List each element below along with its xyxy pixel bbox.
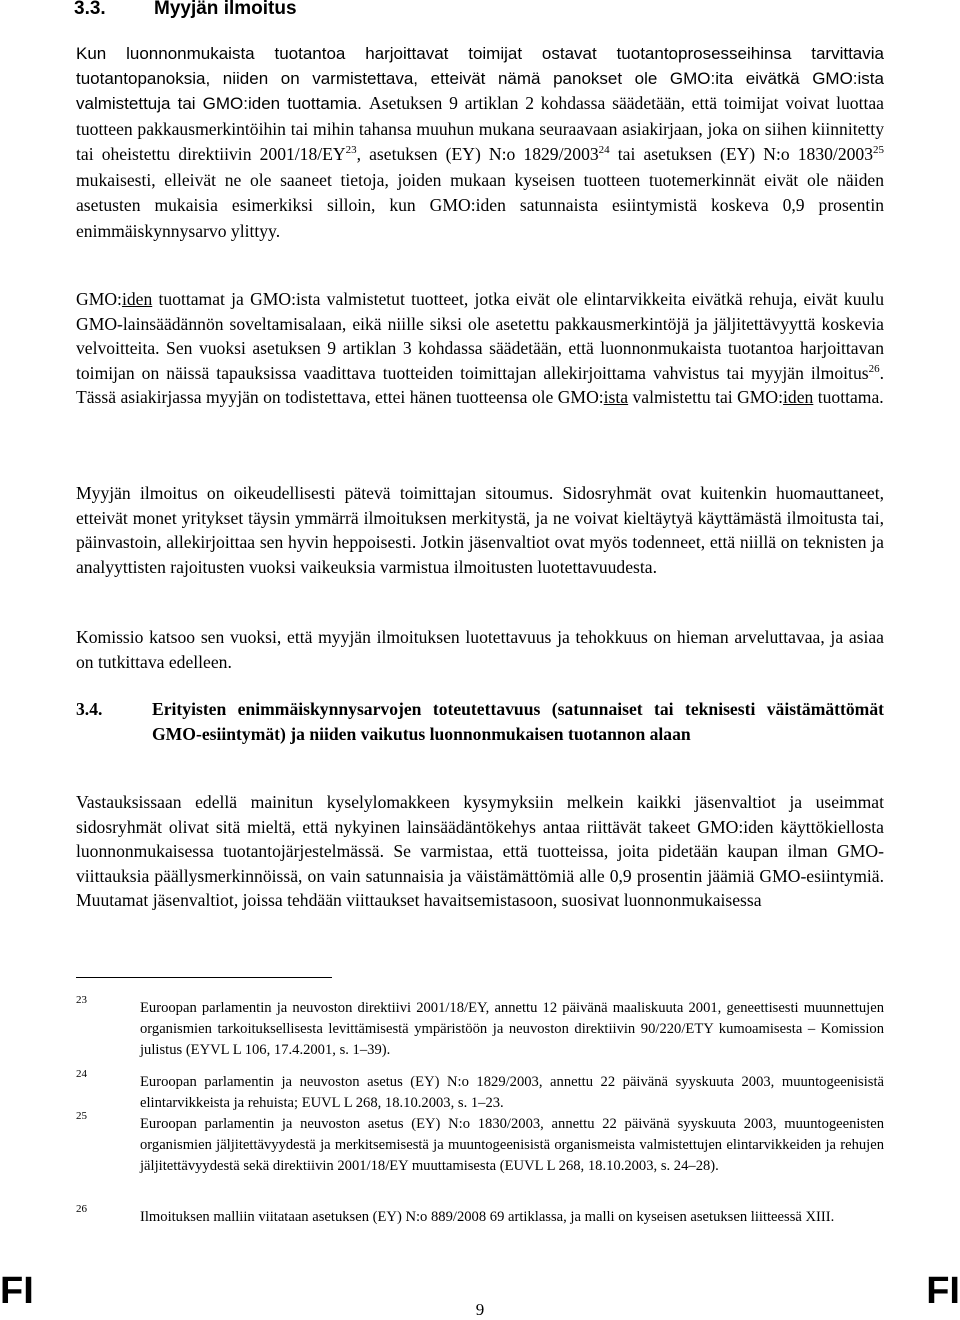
footer-language-left: FI — [0, 1270, 34, 1312]
footnote-text: Ilmoituksen malliin viitataan asetuksen (EY) N:o 889/2008 69 artiklassa, ja malli on kyseisen asetuksen liitteessä XIII. — [140, 1209, 835, 1225]
page-number: 9 — [475, 1300, 485, 1319]
paragraph-1-intro: Kun luonnonmukaista tuotantoa harjoittavat toimijat ostavat tuotantoprosesseihinsa tarvittavia tuotantopanoksia, niiden on varmistettava, etteivät nämä panokset ole GMO:ita eivätkä GMO:ista valmistettuja tai GMO:iden tuottamia. — [76, 44, 884, 113]
footnote-ref-23[interactable]: 23 — [345, 144, 357, 156]
section-number: 3.4. — [76, 699, 103, 719]
footnote-26 — [76, 1203, 884, 1228]
paragraph-1-text: Asetuksen 9 artiklan 2 kohdassa säädetään, että toimijat voivat luottaa tuotteen pakkausmerkintöihin tai mihin tahansa muuhun mukana seuraavaan asiakirjaan, joka on siihen kiinnitetty tai oheistettu direktiivin 2001/18/EY — [76, 93, 884, 164]
footnote-23 — [76, 994, 884, 1061]
footnote-ref-24[interactable]: 24 — [598, 144, 610, 156]
footnote-separator — [76, 977, 332, 978]
paragraph-2-text: tuottamat ja GMO:ista valmistetut tuotteet, jotka eivät ole elintarvikkeita eivätkä rehuja, eivät kuulu GMO-lainsäädännön soveltamisalaan, eikä niille siksi ole asetettu pakkausmerkintöjä ja jäljitettävyyttä koskevia velvoitteita. Sen vuoksi asetuksen 9 artiklan 3 kohdassa säädetään, että luonnonmukaista tuotantoa harjoittavan toimijan on näissä tapauksissa vaadittava tuotteiden toimittajan allekirjoittama vahvistus tai myyjän ilmoitus — [76, 289, 884, 383]
paragraph-1-text: tai asetuksen (EY) N:o 1830/2003 — [609, 144, 874, 164]
paragraph-2 — [76, 287, 884, 410]
footnote-text: Euroopan parlamentin ja neuvoston asetus (EY) N:o 1829/2003, annettu 22 päivänä syyskuuta 2003, muuntogeenisistä elintarvikkeista ja rehuista; EUVL L 268, 18.10.2003, s. 1–23. — [140, 1074, 884, 1111]
underlined-text: iden — [121, 289, 153, 309]
paragraph-3: Myyjän ilmoitus on oikeudellisesti pätevä toimittajan sitoumus. Sidosryhmät ovat kuitenkin huomauttaneet, etteivät monet yritykset täysin ymmärrä ilmoituksen merkitystä, ja ne voivat kieltäytyä käyttämästä ilmoitusta tai, päinvastoin, allekirjoittaa sen hyvin heppoisesti. Jotkin jäsenvaltiot ovat myös todenneet, että niillä on teknisten ja analyyttisten rajoitusten vuoksi vaikeuksia varmistua ilmoitusten luotettavuudesta. — [76, 483, 884, 577]
section-number: 3.3. — [74, 0, 106, 19]
paragraph-2-text: valmistettu tai GMO: — [628, 387, 784, 407]
section-3-3-heading — [74, 0, 297, 20]
paragraph-4: Komissio katsoo sen vuoksi, että myyjän ilmoituksen luotettavuus ja tehokkuus on hieman arveluttavaa, ja asiaa on tutkittava edelleen. — [76, 627, 884, 672]
footer-language-right: FI — [926, 1270, 960, 1312]
footnote-ref-25[interactable]: 25 — [873, 144, 885, 156]
footnote-ref-26[interactable]: 26 — [868, 362, 880, 375]
footnote-number: 26 — [76, 1203, 87, 1215]
footnote-number: 24 — [76, 1068, 87, 1080]
footnote-text: Euroopan parlamentin ja neuvoston direktiivi 2001/18/EY, annettu 12 päivänä maaliskuuta 2001, geneettisesti muunnettujen organismien tarkoituksellisesta levittämisestä ympäristöön ja neuvoston direktiivin 90/220/ETY kumoamisesta – Komission julistus (EYVL L 106, 17.4.2001, s. 1–39). — [140, 1000, 884, 1058]
section-title: Erityisten enimmäiskynnysarvojen toteutettavuus (satunnaiset tai teknisesti väistämättömät GMO-esiintymät) ja niiden vaikutus luonnonmukaisen tuotannon alaan — [152, 699, 884, 744]
footnote-number: 23 — [76, 994, 87, 1006]
paragraph-1 — [76, 42, 884, 244]
paragraph-5: Vastauksissaan edellä mainitun kyselylomakkeen kysymyksiin melkein kaikki jäsenvaltiot ja useimmat sidosryhmät olivat sitä mieltä, että nykyinen lainsäädäntökehys antaa riittävät takeet GMO:iden käyttökiellosta luonnonmukaisessa tuotantojärjestelmässä. Se varmistaa, että tuotteissa, joita pidetään kaupan ilman GMO-viittauksia päällysmerkinnöissä, on vain satunnaisia ja väistämättömiä alle 0,9 prosentin jäämiä GMO-esiintymiä. Muutamat jäsenvaltiot, joissa tehdään viittaukset havaitsemistasoon, suosivat luonnonmukaisessa — [76, 792, 884, 910]
footnote-text: Euroopan parlamentin ja neuvoston asetus (EY) N:o 1830/2003, annettu 22 päivänä syyskuuta 2003, muuntogeenisten organismien jäljitettävyydestä ja merkitsemisestä ja muuntogeenisistä organismeista valmistettujen elintarvikkeiden ja rehujen jäljitettävyydestä sekä direktiivin 2001/18/EY muuttamisesta (EUVL L 268, 18.10.2003, s. 24–28). — [140, 1116, 884, 1174]
underlined-text: ista — [603, 387, 629, 407]
paragraph-2-text: . Tässä asiakirjassa myyjän on todistettava, ettei hänen tuotteensa ole GMO: — [76, 362, 884, 407]
section-3-4-heading — [76, 697, 884, 746]
footnote-number: 25 — [76, 1110, 87, 1122]
footnote-25 — [76, 1110, 884, 1177]
paragraph-2-text: tuottama. — [813, 387, 884, 407]
footnote-24 — [76, 1068, 884, 1114]
paragraph-2-text: GMO: — [76, 289, 122, 309]
section-title: Myyjän ilmoitus — [154, 0, 297, 19]
underlined-text: iden — [783, 387, 814, 407]
paragraph-1-text: , asetuksen (EY) N:o 1829/2003 — [356, 144, 599, 164]
paragraph-1-text: mukaisesti, elleivät ne ole saaneet tietoja, joiden mukaan kyseisen tuotteen tuotemerkinnät eivät ole näiden asetusten mukaisia esimerkiksi silloin, kun GMO:iden satunnaista esiintymistä koskeva 0,9 prosentin enimmäiskynnysarvo ylittyy. — [76, 169, 884, 241]
